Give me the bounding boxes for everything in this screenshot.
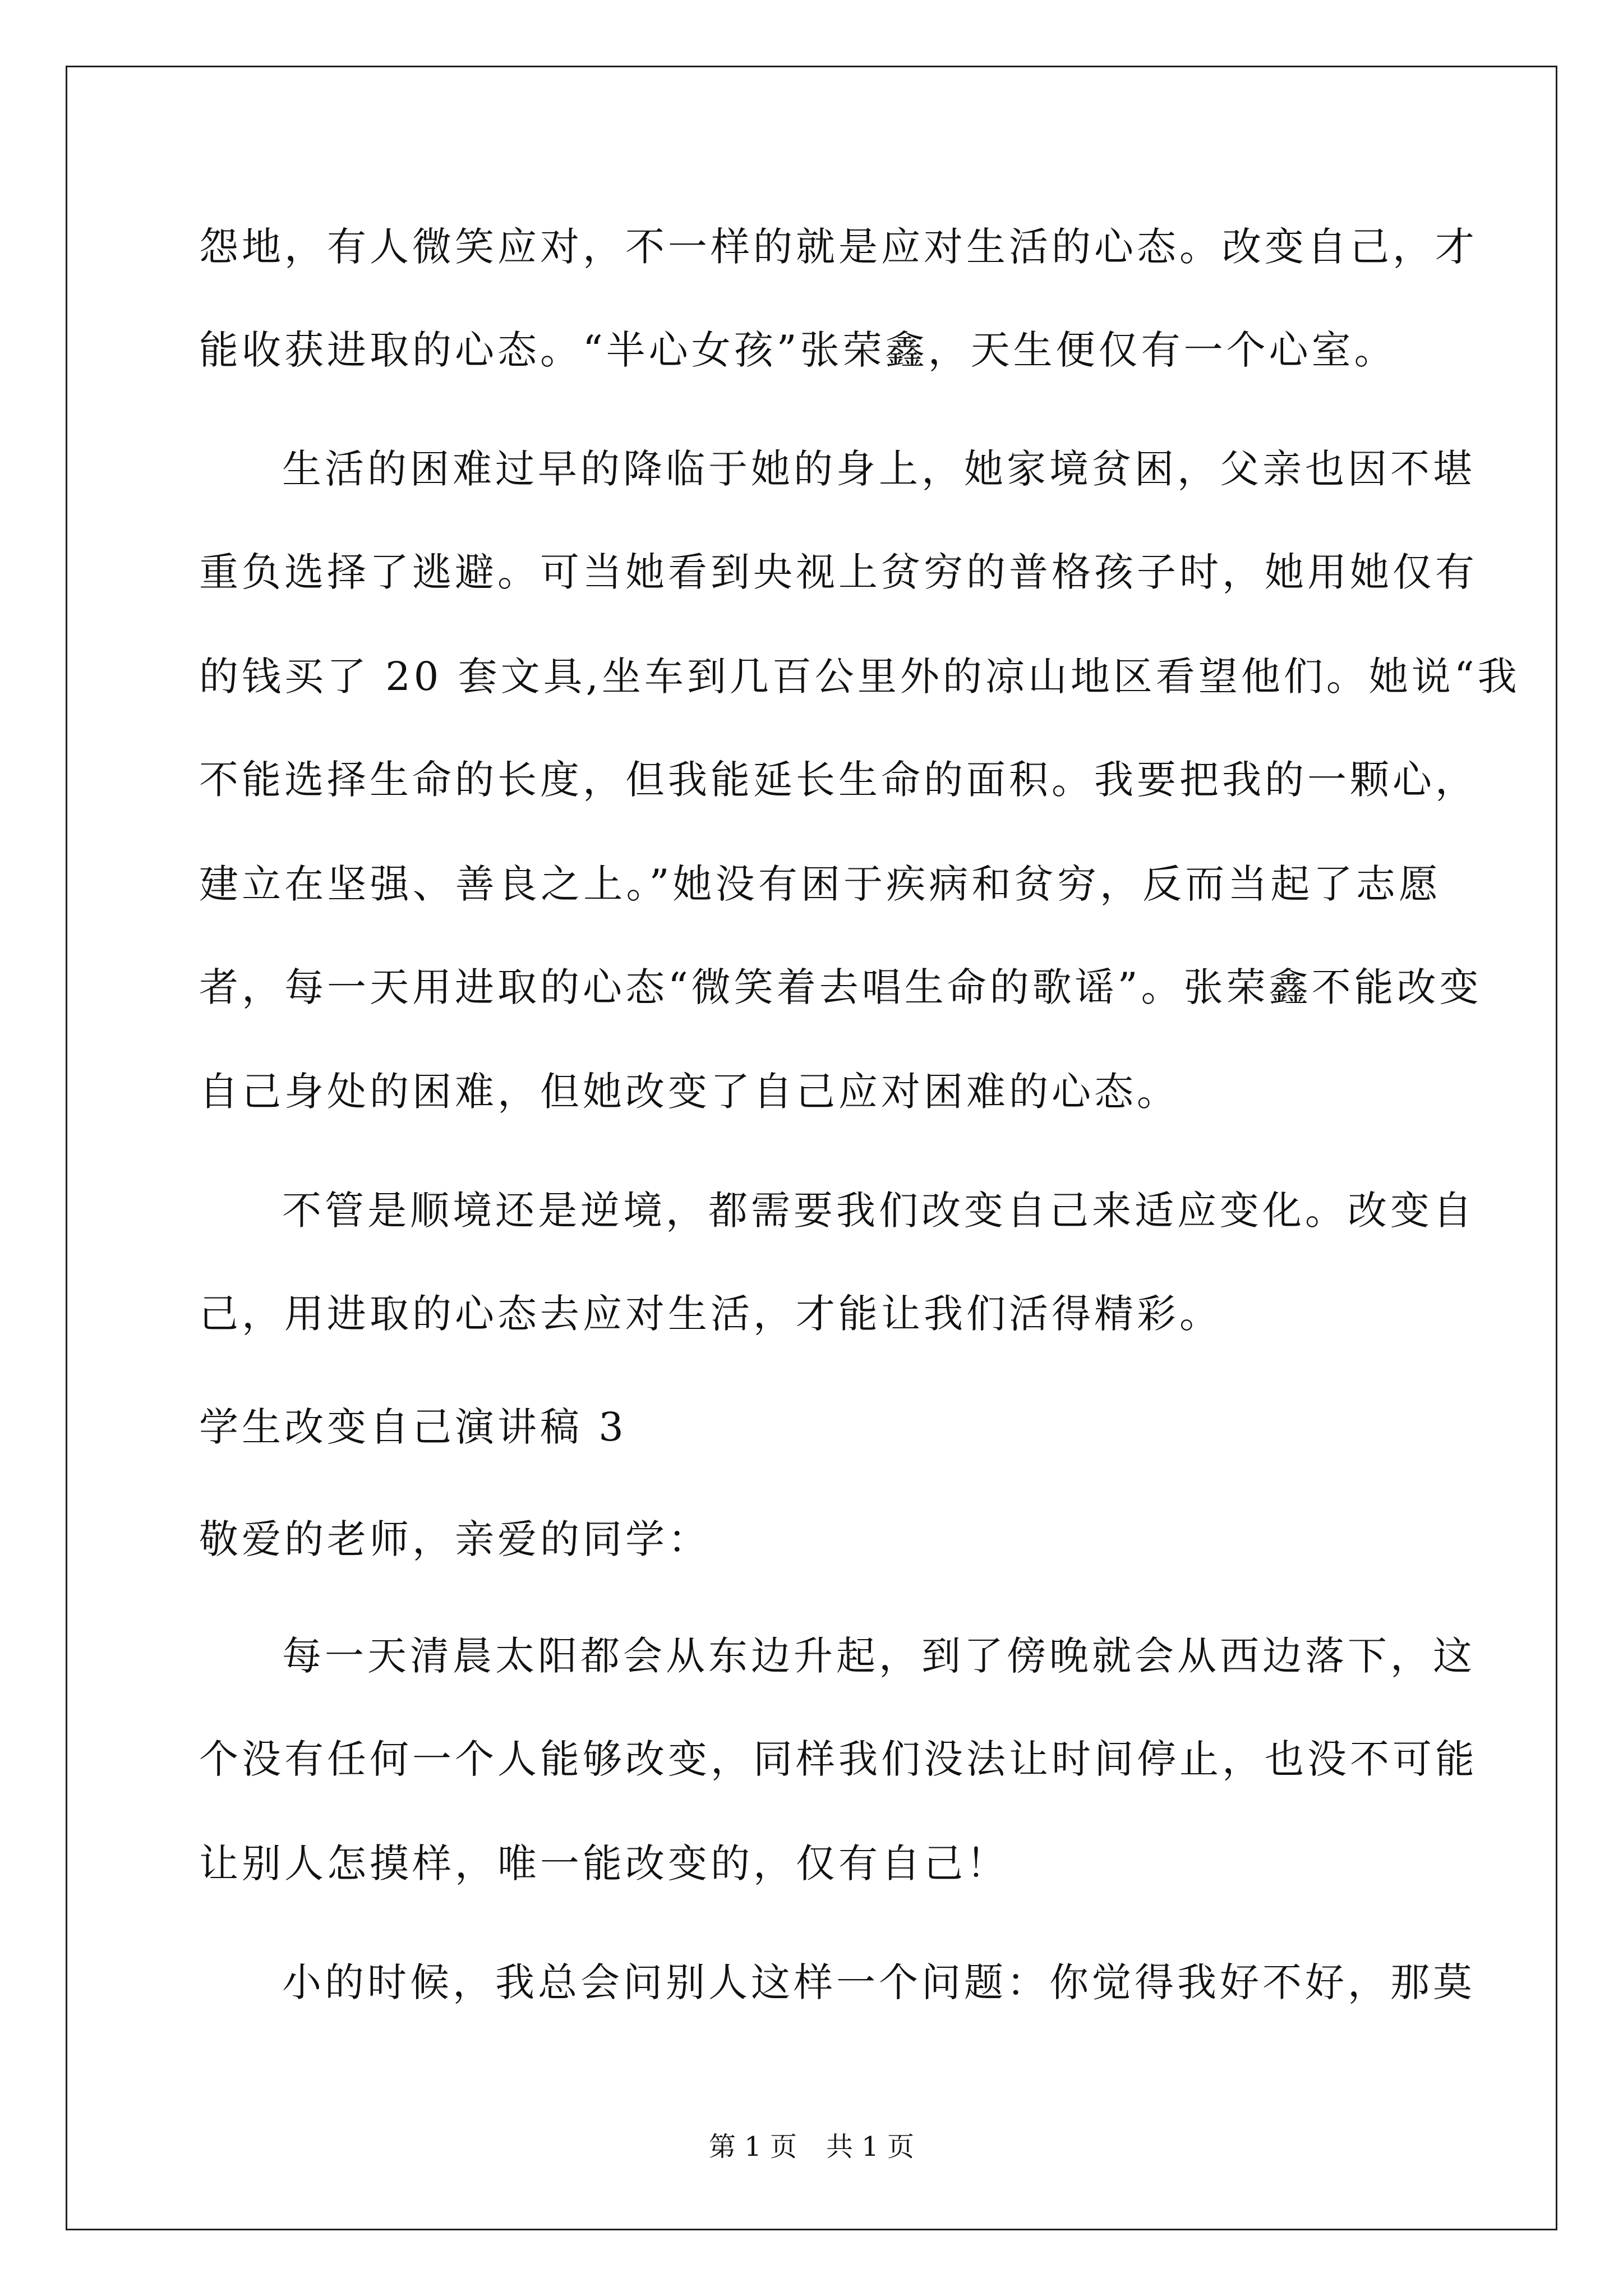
text-line: 建立在坚强、善良之上。”她没有困于疾病和贫穷，反而当起了志愿 [199, 861, 1441, 907]
page-number: 第 1 页 [708, 2131, 797, 2162]
section-heading: 学生改变自己演讲稿 3 [199, 1404, 627, 1450]
text-line: 己，用进取的心态去应对生活，才能让我们活得精彩。 [199, 1291, 1222, 1337]
page-border [66, 66, 1557, 2230]
text-line: 能收获进取的心态。“半心女孩”张荣鑫，天生便仅有一个心室。 [199, 327, 1397, 373]
text-line: 个没有任何一个人能够改变，同样我们没法让时间停止，也没不可能 [199, 1736, 1478, 1782]
text-line: 重负选择了逃避。可当她看到央视上贫穷的普格孩子时，她用她仅有 [199, 549, 1478, 595]
text-line: 自己身处的困难，但她改变了自己应对困难的心态。 [199, 1069, 1179, 1115]
text-line: 的钱买了 20 套文具,坐车到几百公里外的凉山地区看望他们。她说“我 [199, 654, 1520, 700]
paragraph-first-line: 生活的困难过早的降临于她的身上，她家境贫困，父亲也因不堪 [282, 446, 1476, 492]
paragraph-first-line: 每一天清晨太阳都会从东边升起，到了傍晚就会从西边落下，这 [282, 1633, 1476, 1679]
page-total: 共 1 页 [826, 2131, 915, 2162]
text-line: 怨地，有人微笑应对，不一样的就是应对生活的心态。改变自己，才 [199, 224, 1478, 270]
text-line: 不能选择生命的长度，但我能延长生命的面积。我要把我的一颗心， [199, 757, 1478, 803]
text-line: 者，每一天用进取的心态“微笑着去唱生命的歌谣”。张荣鑫不能改变 [199, 964, 1482, 1010]
paragraph-first-line: 不管是顺境还是逆境，都需要我们改变自己来适应变化。改变自 [282, 1188, 1476, 1234]
salutation: 敬爱的老师，亲爱的同学： [199, 1516, 711, 1562]
paragraph-first-line: 小的时候，我总会问别人这样一个问题：你觉得我好不好，那莫 [282, 1959, 1476, 2005]
page-footer [0, 2130, 1623, 2164]
text-line: 让别人怎摸样，唯一能改变的，仅有自己！ [199, 1841, 1009, 1887]
